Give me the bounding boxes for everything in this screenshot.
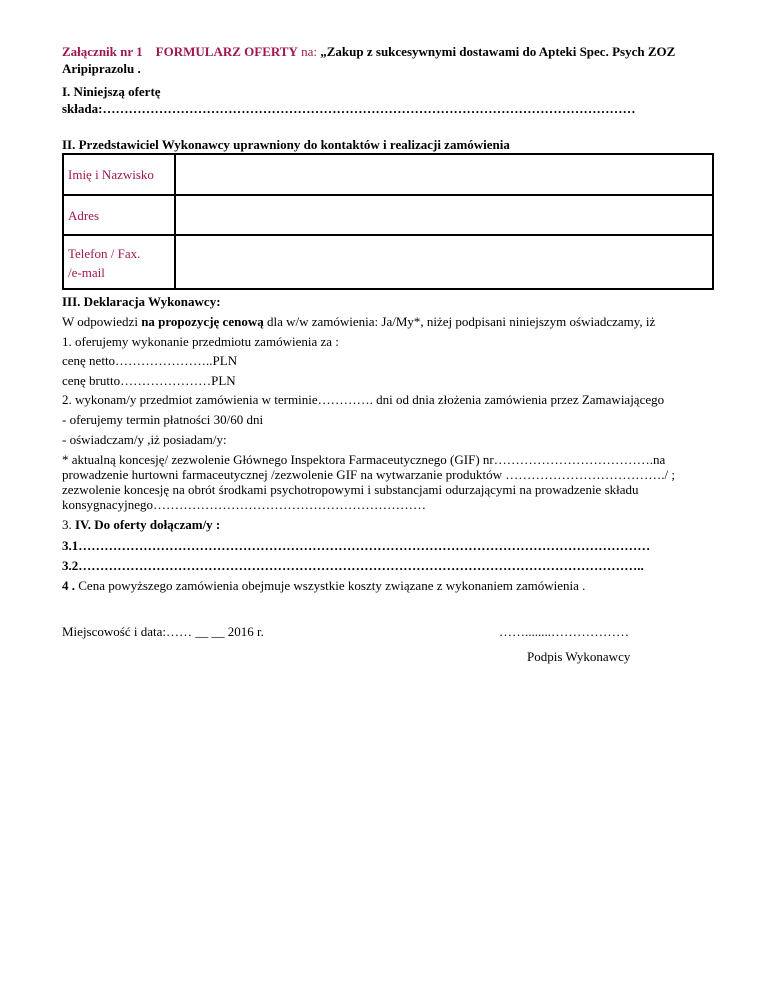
license-line-1: * aktualną koncesję/ zezwolenie Głównego Inspektora Farmaceutycznego (GIF) nr……………………………….na xyxy=(62,452,666,467)
section4-num: 3. xyxy=(62,517,72,532)
address-label: Adres xyxy=(63,195,175,235)
subject-text: „Zakup z sukcesywnymi dostawami do Apteki Spec. Psych ZOZ xyxy=(320,44,676,59)
section2-title: II. Przedstawiciel Wykonawcy uprawniony do kontaktów i realizacji zamówienia xyxy=(62,137,510,152)
item1: 1. oferujemy wykonanie przedmiotu zamówienia za : xyxy=(62,334,339,349)
phone-label-cell xyxy=(63,235,175,289)
declare-line: - oświadczam/y ,iż posiadam/y: xyxy=(62,432,227,447)
sklada-line: składa:…………………………………………………………………………………………………………… xyxy=(62,101,636,116)
license-line-3: zezwolenie koncesję na obrót środkami psychotropowymi i substancjami odurzającymi na prowadzenie składu xyxy=(62,482,639,497)
section4-title-line xyxy=(62,517,220,533)
phone-value-cell[interactable] xyxy=(175,235,713,289)
item4-line xyxy=(62,578,585,594)
representative-table xyxy=(62,153,714,290)
table-row xyxy=(63,154,713,195)
signature-dots: ……........……………… xyxy=(499,624,629,639)
header-line xyxy=(62,44,675,60)
address-value-cell[interactable] xyxy=(175,195,713,235)
attachment-3-2: 3.2………………………………………………………………………………………………………………….. xyxy=(62,558,644,573)
payment-term: - oferujemy termin płatności 30/60 dni xyxy=(62,412,264,427)
item4-num: 4 . xyxy=(62,578,75,593)
price-netto: cenę netto…………………..PLN xyxy=(62,353,238,368)
section3-title: III. Deklaracja Wykonawcy: xyxy=(62,294,221,309)
price-brutto: cenę brutto…………………PLN xyxy=(62,373,236,388)
declaration-intro xyxy=(62,314,655,330)
table-row xyxy=(63,235,713,289)
license-line-2: prowadzenie hurtowni farmaceutycznej /zezwolenie GIF na wytwarzanie produktów ………………………………./ ; xyxy=(62,467,675,482)
form-title: FORMULARZ OFERTY xyxy=(155,44,298,59)
name-label: Imię i Nazwisko xyxy=(63,154,175,195)
intro-bold: na propozycję cenową xyxy=(141,314,264,329)
signature-label: Podpis Wykonawcy xyxy=(527,649,631,664)
intro-post: dla w/w zamówienia: Ja/My*, niżej podpisani niniejszym oświadczamy, iż xyxy=(263,314,656,329)
email-label: /e-mail xyxy=(68,265,105,280)
section1-title: I. Niniejszą ofertę xyxy=(62,84,161,99)
item4-text: Cena powyższego zamówienia obejmuje wszystkie koszty związane z wykonaniem zamówienia . xyxy=(78,578,586,593)
intro-pre: W odpowiedzi xyxy=(62,314,142,329)
table-row xyxy=(63,195,713,235)
phone-label: Telefon / Fax. xyxy=(68,246,141,261)
attachment-label: Załącznik nr 1 xyxy=(62,44,143,59)
attachment-3-1: 3.1…………………………………………………………………………………………………………………… xyxy=(62,538,651,553)
license-line-4: konsygnacyjnego……………………………………………………… xyxy=(62,497,426,512)
item2: 2. wykonam/y przedmiot zamówienia w terminie…………. dni od dnia złożenia zamówienia przez Zamawiającego xyxy=(62,392,665,407)
subject-continuation: Aripiprazolu . xyxy=(62,61,141,76)
na-label: na: xyxy=(301,44,317,59)
name-value-cell[interactable] xyxy=(175,154,713,195)
place-date: Miejscowość i data:…… __ __ 2016 r. xyxy=(62,624,264,639)
section4-title: IV. Do oferty dołączam/y : xyxy=(75,517,221,532)
